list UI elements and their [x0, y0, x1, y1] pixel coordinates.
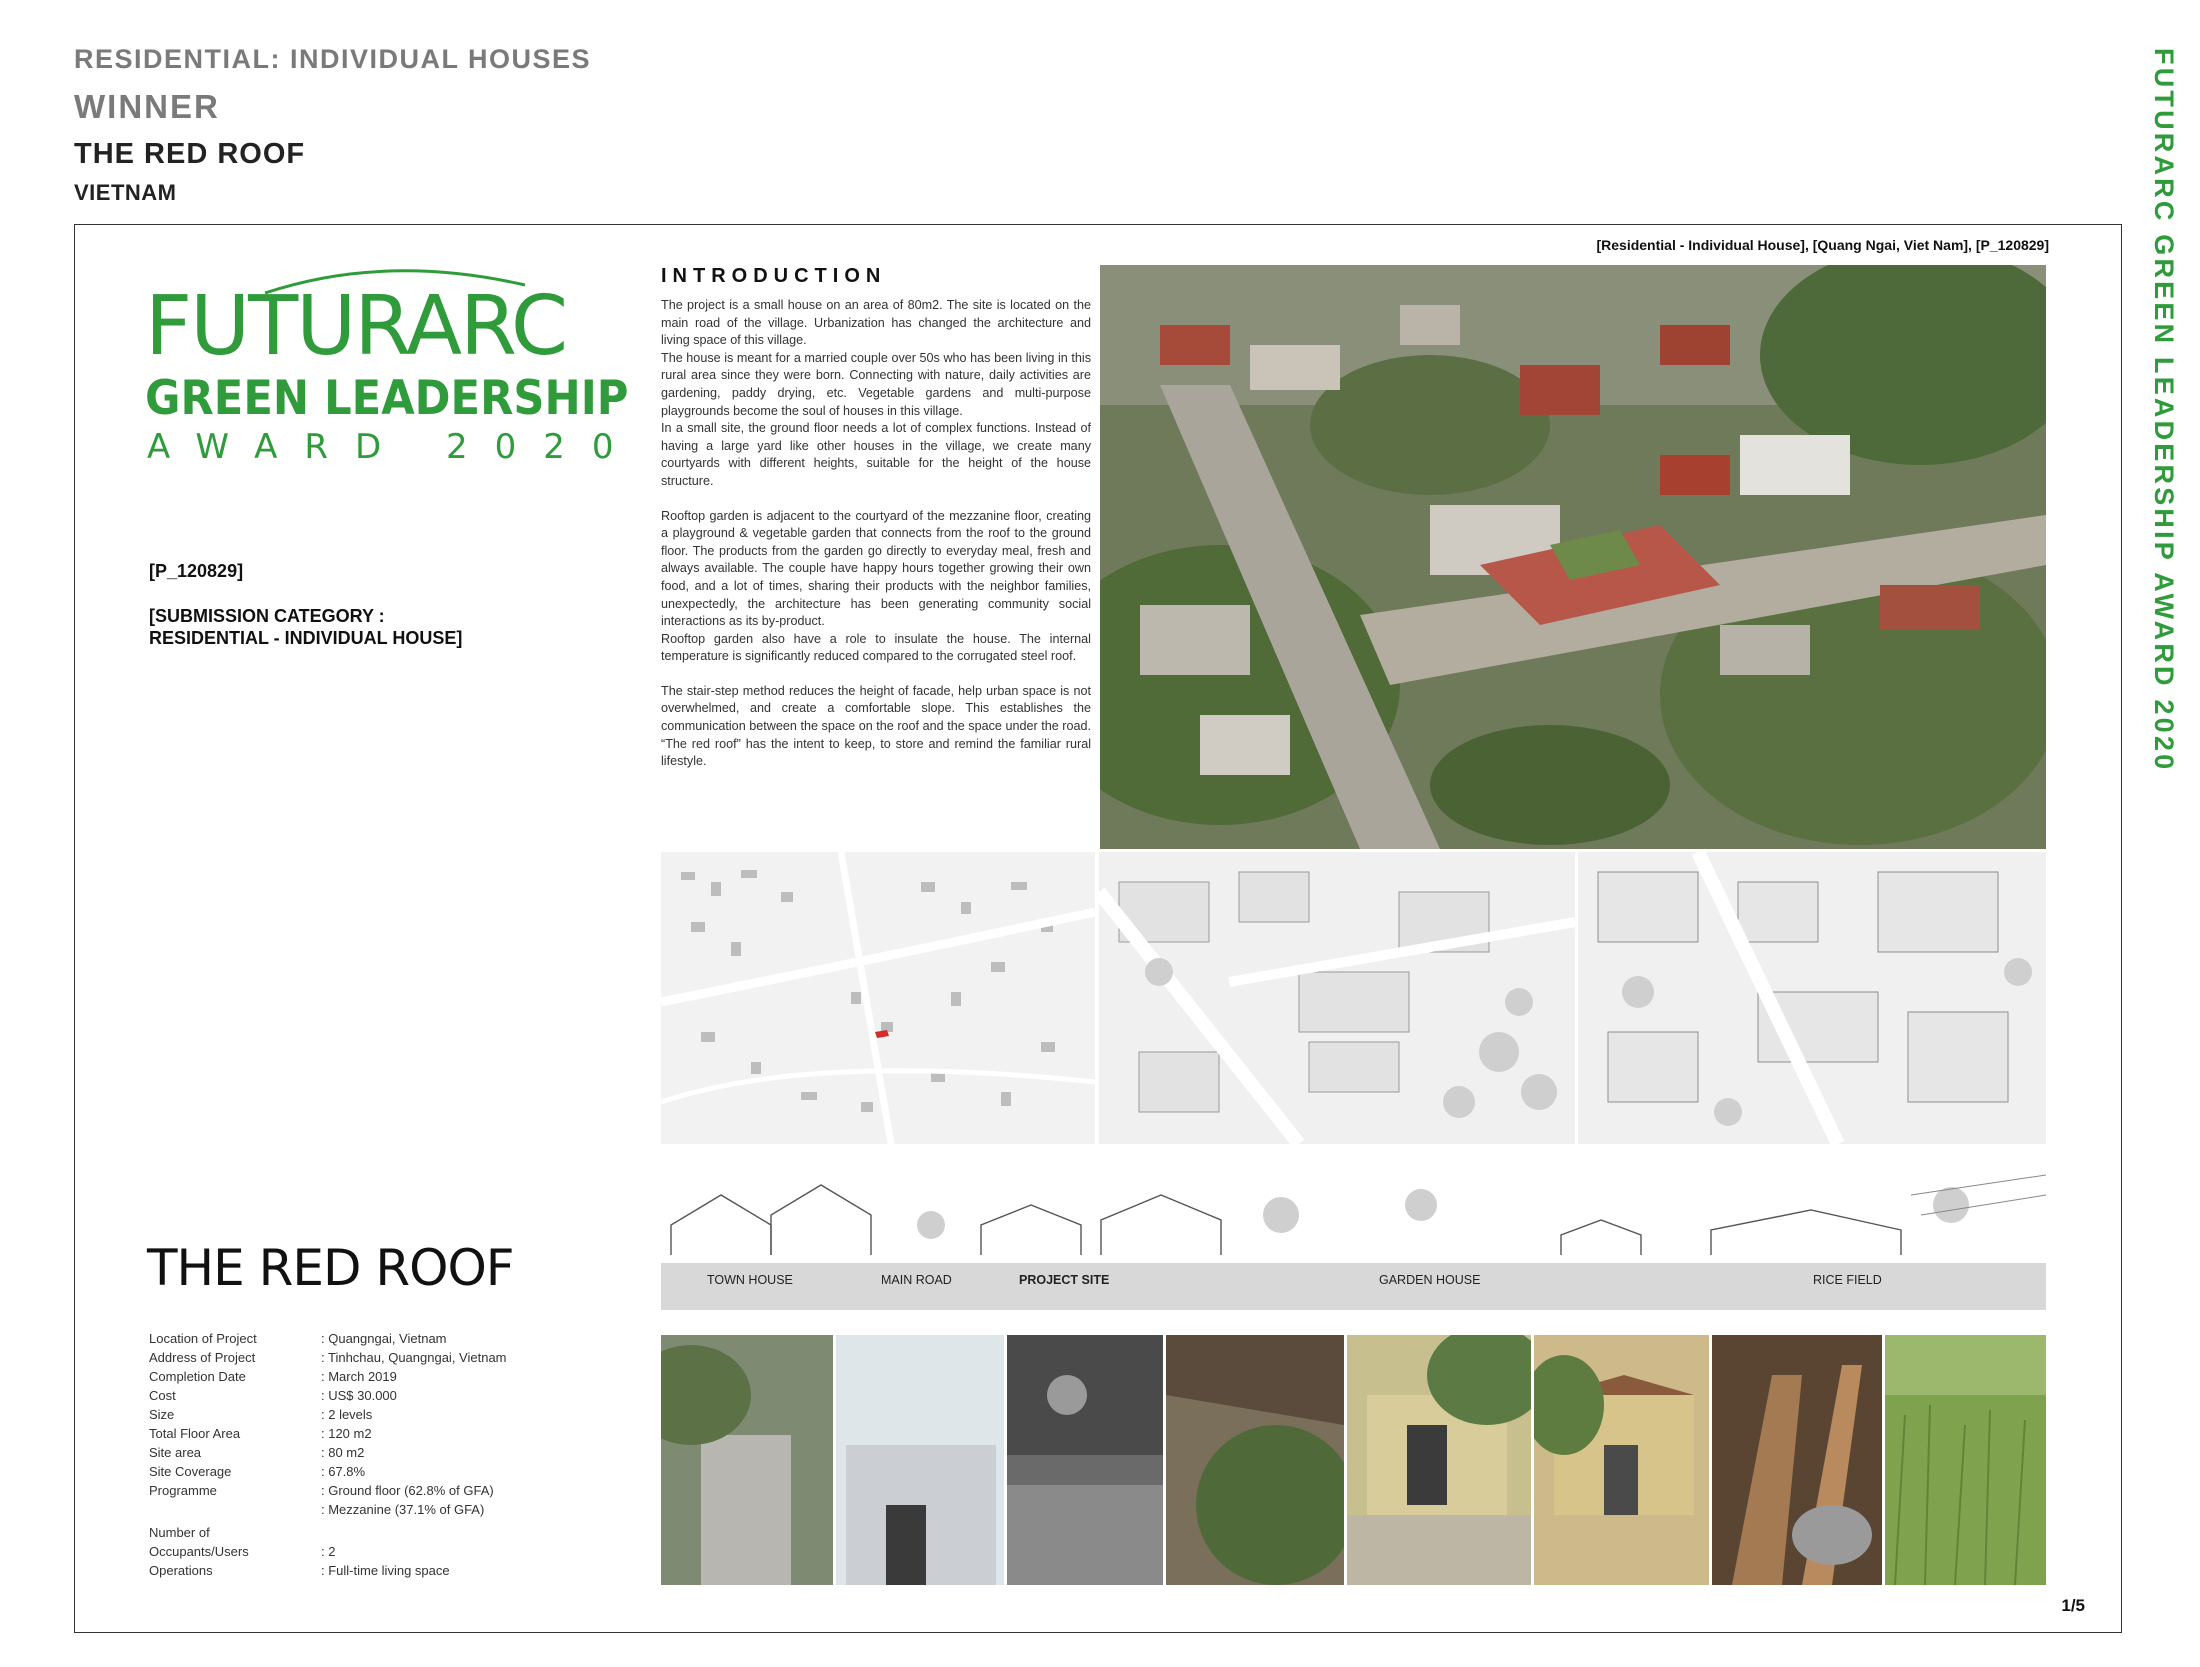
section-label-town-house: TOWN HOUSE [707, 1273, 793, 1287]
logo-line-2: GREEN LEADERSHIP [145, 371, 629, 426]
fact-value: : Tinhchau, Quangngai, Vietnam [321, 1350, 507, 1365]
fact-value: : 67.8% [321, 1464, 366, 1479]
submission-category-line-1: [SUBMISSION CATEGORY : [149, 606, 385, 626]
fact-value: : Ground floor (62.8% of GFA) [321, 1483, 494, 1498]
fact-value: : US$ 30.000 [321, 1388, 397, 1403]
logo-line-3: AWARD 2020 [147, 427, 641, 467]
fact-value: : 80 m2 [321, 1445, 365, 1460]
fact-key: Occupants/Users [149, 1544, 249, 1559]
photo-village-2 [836, 1335, 1004, 1585]
project-title-heading: THE RED ROOF [74, 138, 306, 170]
introduction-text [661, 297, 1091, 771]
intro-paragraph: The stair-step method reduces the height of facade, help urban space is not overwhelmed, and create a comfortable slope. This establishes the communication between the space on the roof and the space under the road. “The red roof” has the intent to keep, to store and remind the familiar rural lifestyle. [661, 683, 1091, 769]
section-label-project-site: PROJECT SITE [1019, 1273, 1110, 1287]
intro-paragraph: Rooftop garden is adjacent to the courtyard of the mezzanine floor, creating a playground & vegetable garden that connects from the roof to the ground floor. The products from the garden go directly to everyday meal, fresh and always available. The couple have happy hours together growing their own food, and a lot of times, sharing their products with the neighbor families, unexpectedly, the architecture has been generating community social interactions as its by-product. [661, 508, 1091, 629]
side-award-title: FUTURARC GREEN LEADERSHIP AWARD 2020 [2149, 48, 2179, 773]
category-heading: RESIDENTIAL: INDIVIDUAL HOUSES [74, 44, 592, 74]
fact-value: : March 2019 [321, 1369, 397, 1384]
fact-key: Cost [149, 1388, 176, 1403]
fact-key: Operations [149, 1563, 213, 1578]
photo-village-1 [661, 1335, 833, 1585]
fact-row [149, 1481, 507, 1500]
photo-village-6 [1534, 1335, 1709, 1585]
fact-key: Programme [149, 1483, 217, 1498]
fact-row [149, 1462, 507, 1481]
fact-key: Site Coverage [149, 1464, 232, 1479]
site-map-diagram [661, 852, 1095, 1144]
intro-paragraph: The project is a small house on an area of 80m2. The site is located on the main road of the village. Urbanization has changed the architecture and living space of this village. [661, 298, 1091, 348]
fact-row [149, 1523, 507, 1542]
fact-value: : Quangngai, Vietnam [321, 1331, 447, 1346]
intro-paragraph: In a small site, the ground floor needs a lot of complex functions. Instead of having a large yard like other houses in the village, we create many courtyards with different heights, suitable for the height of the house structure. [661, 421, 1091, 488]
project-facts-table [149, 1329, 507, 1580]
fact-value: : 120 m2 [321, 1426, 372, 1441]
fact-row [149, 1348, 507, 1367]
futurarc-logo [145, 259, 641, 467]
fact-key: Completion Date [149, 1369, 246, 1384]
fact-key: Number of [149, 1525, 210, 1540]
photo-village-5 [1347, 1335, 1531, 1585]
fact-key: Size [149, 1407, 175, 1422]
fact-row [149, 1443, 507, 1462]
fact-value: : 2 levels [321, 1407, 373, 1422]
photo-village-3 [1007, 1335, 1163, 1585]
fact-key: Site area [149, 1445, 202, 1460]
fact-row [149, 1500, 507, 1519]
fact-row [149, 1561, 507, 1580]
fact-row [149, 1367, 507, 1386]
section-label-rice-field: RICE FIELD [1813, 1273, 1882, 1287]
fact-value: : Mezzanine (37.1% of GFA) [321, 1502, 485, 1517]
fact-value: : Full-time living space [321, 1563, 450, 1578]
submission-category [149, 605, 489, 649]
logo-line-1: FUTURARC [145, 279, 567, 374]
board-big-title: THE RED ROOF [147, 1239, 514, 1297]
urban-section-drawing [661, 1165, 2046, 1310]
project-id: [P_120829] [149, 561, 244, 581]
intro-paragraph: Rooftop garden also have a role to insulate the house. The internal temperature is significantly reduced compared to the corrugated steel roof. [661, 631, 1091, 664]
section-label-main-road: MAIN ROAD [881, 1273, 952, 1287]
submission-board [74, 224, 2122, 1633]
fact-value: : 2 [321, 1544, 336, 1559]
board-tagline: [Residential - Individual House], [Quang Ngai, Viet Nam], [P_120829] [1596, 237, 2049, 253]
fact-row [149, 1405, 507, 1424]
fact-row [149, 1424, 507, 1443]
fact-key [149, 1500, 321, 1519]
fact-row [149, 1386, 507, 1405]
photo-village-4 [1166, 1335, 1344, 1585]
fact-row [149, 1542, 507, 1561]
photo-village-7 [1712, 1335, 1882, 1585]
fact-key: Total Floor Area [149, 1426, 241, 1441]
fact-row [149, 1329, 507, 1348]
ground-floor-plan-drawing [1578, 852, 2046, 1144]
photo-rice-field [1885, 1335, 2046, 1585]
country-heading: VIETNAM [74, 180, 177, 205]
fact-key: Address of Project [149, 1350, 256, 1365]
page-number: 1/5 [2061, 1596, 2085, 1615]
submission-category-line-2: RESIDENTIAL - INDIVIDUAL HOUSE] [149, 628, 463, 648]
aerial-photo [1100, 265, 2046, 849]
section-label-garden-house: GARDEN HOUSE [1379, 1273, 1481, 1287]
introduction-heading: INTRODUCTION [661, 265, 887, 287]
intro-paragraph: The house is meant for a married couple over 50s who has been living in this rural area since they were born. Connecting with nature, daily activities are gardening, paddy drying, etc. Vegetable gardens and multi-purpose playgrounds become the soul of houses in this village. [661, 350, 1091, 418]
site-plan-drawing [1099, 852, 1575, 1144]
fact-key: Location of Project [149, 1331, 257, 1346]
award-level-heading: WINNER [74, 88, 220, 125]
